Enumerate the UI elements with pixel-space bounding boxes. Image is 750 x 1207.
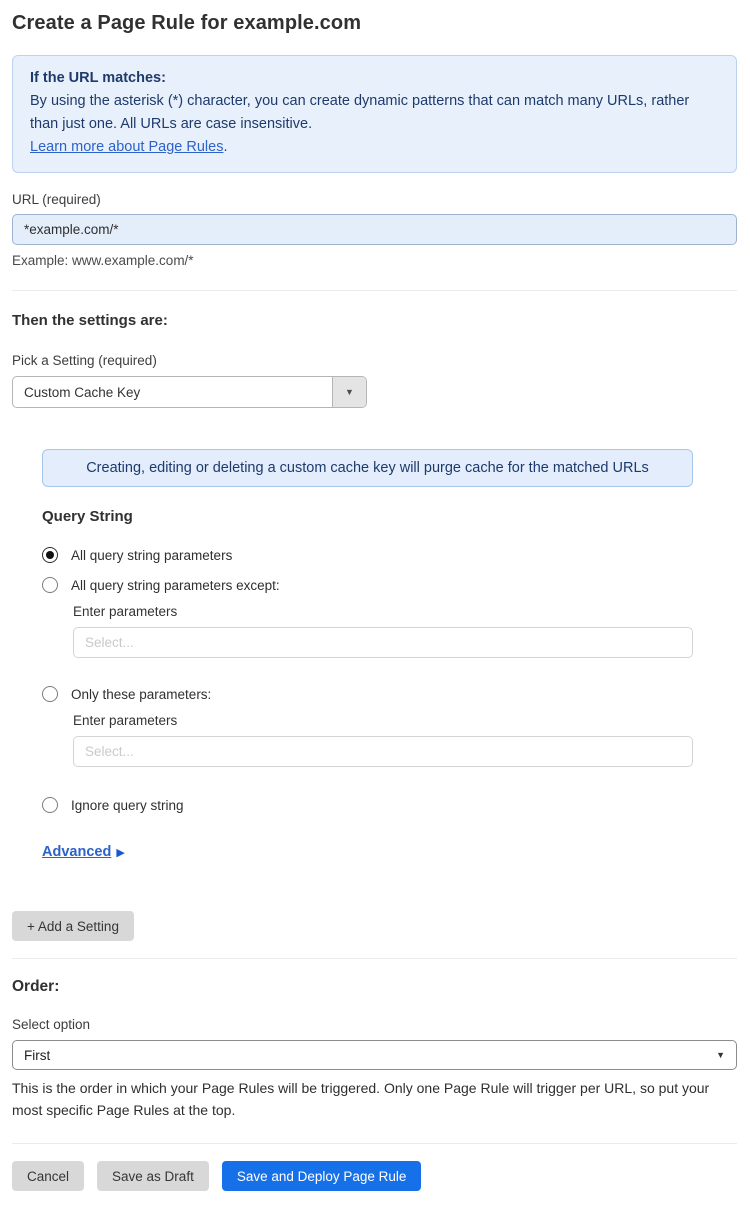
link-period: . bbox=[223, 139, 228, 155]
advanced-link[interactable] bbox=[42, 844, 125, 860]
triangle-right-icon: ▶ bbox=[116, 846, 125, 859]
advanced-link-label: Advanced bbox=[42, 844, 112, 860]
only-parameters-input[interactable] bbox=[73, 736, 693, 767]
order-select-value: First bbox=[24, 1047, 51, 1063]
radio-button-icon[interactable] bbox=[42, 547, 58, 563]
info-box-body bbox=[30, 90, 719, 159]
cancel-button[interactable]: Cancel bbox=[12, 1161, 84, 1191]
info-box-text: By using the asterisk (*) character, you can create dynamic patterns that can match many URLs, rather than just one. All URLs are case insensitive. bbox=[30, 93, 690, 132]
page-title: Create a Page Rule for example.com bbox=[12, 12, 362, 34]
cache-purge-notice: Creating, editing or deleting a custom cache key will purge cache for the matched URLs bbox=[42, 449, 693, 487]
divider bbox=[12, 290, 737, 291]
radio-button-icon[interactable] bbox=[42, 797, 58, 813]
enter-parameters-label: Enter parameters bbox=[73, 604, 178, 619]
enter-parameters-label: Enter parameters bbox=[73, 713, 178, 728]
order-help-text: This is the order in which your Page Rules will be triggered. Only one Page Rule will trigger per URL, so put your most specific Page Rules at the top. bbox=[12, 1080, 710, 1118]
except-parameters-input[interactable] bbox=[73, 627, 693, 658]
save-as-draft-button[interactable]: Save as Draft bbox=[97, 1161, 209, 1191]
settings-heading: Then the settings are: bbox=[12, 312, 168, 329]
save-and-deploy-button[interactable]: Save and Deploy Page Rule bbox=[222, 1161, 422, 1191]
url-example-text: Example: www.example.com/* bbox=[12, 253, 194, 268]
setting-select[interactable] bbox=[12, 376, 367, 408]
radio-button-icon[interactable] bbox=[42, 686, 58, 702]
radio-label: Ignore query string bbox=[71, 797, 184, 813]
setting-select-arrow-segment[interactable] bbox=[332, 377, 366, 407]
info-box-heading: If the URL matches: bbox=[30, 70, 166, 86]
divider bbox=[12, 1143, 737, 1144]
add-setting-button[interactable]: + Add a Setting bbox=[12, 911, 134, 941]
url-input[interactable] bbox=[12, 214, 737, 245]
chevron-down-icon: ▼ bbox=[345, 387, 354, 397]
url-match-info-box bbox=[12, 55, 737, 173]
query-string-heading: Query String bbox=[42, 508, 133, 525]
order-select-label: Select option bbox=[12, 1017, 91, 1032]
footer-buttons bbox=[12, 1161, 737, 1191]
radio-all-params-except[interactable] bbox=[42, 577, 737, 593]
learn-more-link[interactable]: Learn more about Page Rules bbox=[30, 139, 224, 155]
radio-all-query-params[interactable] bbox=[42, 547, 737, 563]
divider bbox=[12, 958, 737, 959]
radio-label: All query string parameters except: bbox=[71, 577, 280, 593]
radio-only-these-params[interactable] bbox=[42, 686, 737, 702]
order-select[interactable] bbox=[12, 1040, 737, 1070]
chevron-down-icon: ▼ bbox=[716, 1050, 725, 1060]
url-field-label: URL (required) bbox=[12, 192, 101, 207]
radio-label: All query string parameters bbox=[71, 547, 233, 563]
pick-setting-label: Pick a Setting (required) bbox=[12, 353, 157, 368]
order-heading: Order: bbox=[12, 978, 60, 995]
radio-label: Only these parameters: bbox=[71, 686, 212, 702]
setting-select-value: Custom Cache Key bbox=[24, 384, 141, 400]
radio-button-icon[interactable] bbox=[42, 577, 58, 593]
radio-ignore-query-string[interactable] bbox=[42, 797, 737, 813]
